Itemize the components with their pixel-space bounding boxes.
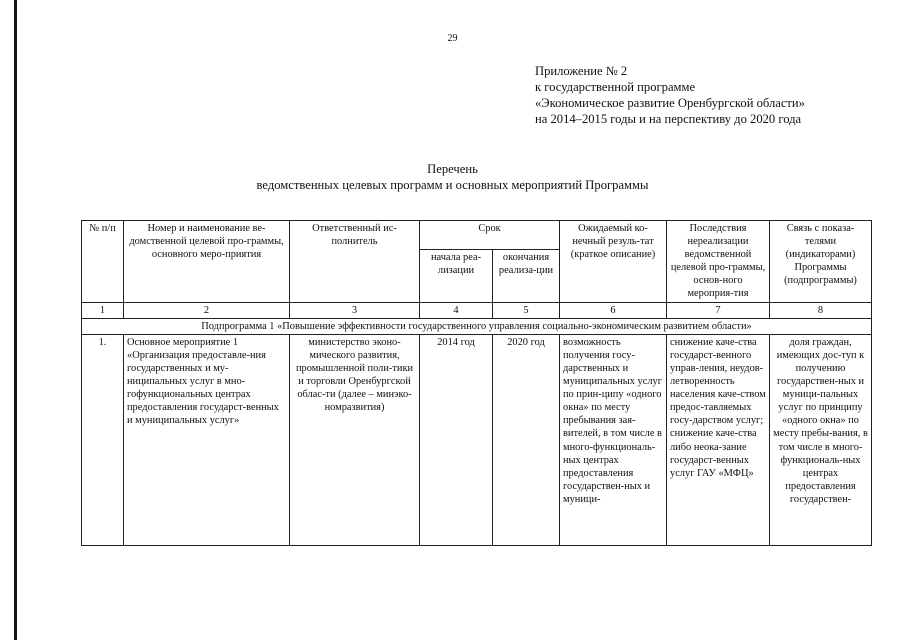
header-name: Номер и наименование ве-домственной целевой про-граммы, основного меро-приятия xyxy=(124,221,290,303)
row-end: 2020 год xyxy=(493,334,560,545)
header-row xyxy=(82,221,872,250)
appendix-line: «Экономическое развитие Оренбургской области» xyxy=(535,96,805,110)
appendix-block xyxy=(535,63,805,127)
header-link: Связь с показа-телями (индикаторами) Программы (подпрограммы) xyxy=(770,221,872,303)
column-number-row xyxy=(82,302,872,318)
page-edge-rule xyxy=(14,0,17,640)
column-number: 8 xyxy=(770,302,872,318)
row-executor: министерство эконо-мического развития, промышленной поли-тики и торговли Оренбургской облас-ти (далее – минэко-номразвития) xyxy=(290,334,420,545)
row-start: 2014 год xyxy=(420,334,493,545)
column-number: 3 xyxy=(290,302,420,318)
column-number: 4 xyxy=(420,302,493,318)
subprogram-title: Подпрограмма 1 «Повышение эффективности государственного управления социально-экономическим развитием области» xyxy=(82,318,872,334)
appendix-line: на 2014–2015 годы и на перспективу до 2020 года xyxy=(535,112,802,126)
row-link: доля граждан, имеющих дос-туп к получению государствен-ных и муници-пальных услуг по принципу «одного окна» по месту пребы-вания, в том числе в много-функциональ-ных центрах предоставления государствен- xyxy=(770,334,872,545)
header-term-end: окончания реализа-ции xyxy=(493,249,560,302)
header-result: Ожидаемый ко-нечный резуль-тат (краткое описание) xyxy=(560,221,667,303)
column-number: 1 xyxy=(82,302,124,318)
column-number: 2 xyxy=(124,302,290,318)
column-number: 7 xyxy=(667,302,770,318)
header-consequences: Последствия нереализации ведомственной целевой про-граммы, основ-ного мероприя-тия xyxy=(667,221,770,303)
row-consequences: снижение каче-ства государст-венного управ-ления, неудов-летворенность населения каче-ством предос-тавляемых госу-дарством услуг; снижение каче-ства либо неока-зание государст-венных услуг ГАУ «МФЦ» xyxy=(667,334,770,545)
header-term: Срок xyxy=(420,221,560,250)
column-number: 5 xyxy=(493,302,560,318)
subprogram-row xyxy=(82,318,872,334)
programs-table xyxy=(81,220,872,546)
header-term-start: начала реа-лизации xyxy=(420,249,493,302)
title-line: Перечень xyxy=(427,162,478,176)
row-name: Основное мероприятие 1 «Организация предоставле-ния государственных и му-ниципальных услуг в мно-гофункциональных центрах предоставления государст-венных и муниципальных услуг» xyxy=(124,334,290,545)
appendix-line: Приложение № 2 xyxy=(535,64,628,78)
appendix-line: к государственной программе xyxy=(535,80,696,94)
document-title xyxy=(0,161,905,193)
header-executor: Ответственный ис-полнитель xyxy=(290,221,420,303)
title-line: ведомственных целевых программ и основных мероприятий Программы xyxy=(256,178,649,192)
row-result: возможность получения госу-дарственных и муниципальных услуг по прин-ципу «одного окна» по месту пребывания зая-вителей, в том числе в много-функциональ-ных центрах предоставления государствен-ных и муници- xyxy=(560,334,667,545)
table-row xyxy=(82,334,872,545)
column-number: 6 xyxy=(560,302,667,318)
row-number: 1. xyxy=(82,334,124,545)
header-num: № п/п xyxy=(82,221,124,303)
page-number: 29 xyxy=(447,33,458,44)
